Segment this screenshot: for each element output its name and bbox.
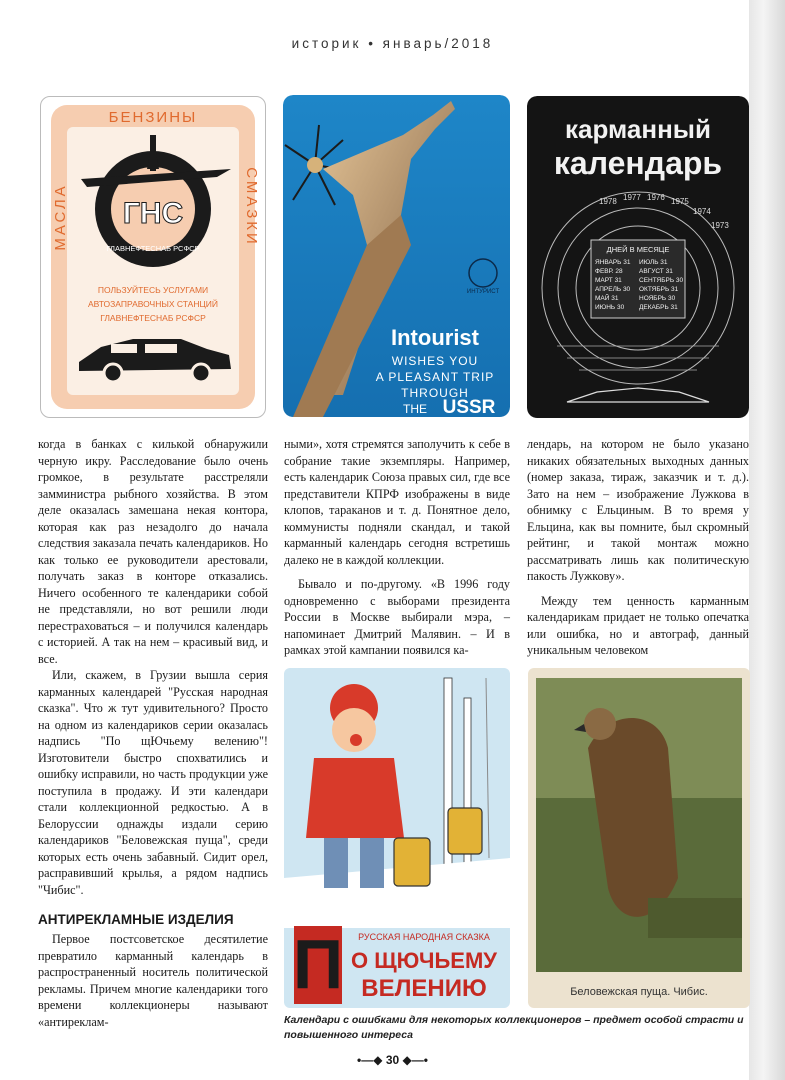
col2-paragraph-2: Бывало и по-другому. «В 1996 году одновременно с выборами президента России в Москве выбирали мэра, – напоминает Дмитрий Малявин. – И в рамках этой кампании появился ка-: [284, 577, 510, 657]
pocket-month-right: СЕНТЯБРЬ 30: [639, 277, 684, 284]
page-edge: [749, 0, 785, 1080]
page-number: [0, 1053, 785, 1067]
intourist-small-logo: ИНТУРИСТ: [466, 289, 500, 295]
pocket-days-label: ДНЕЙ В МЕСЯЦЕ: [606, 245, 670, 254]
gns-logo-ring: ГЛАВНЕФТЕСНАБ РСФСР: [106, 244, 200, 253]
gns-right-text: СМАЗКИ: [243, 167, 260, 247]
eagle-caption: Беловежская пуща. Чибис.: [570, 986, 708, 998]
pocket-month-right: ИЮЛЬ 31: [639, 259, 668, 266]
col3-paragraph-1: лендарь, на котором не было указано никаких обязательных выходных данных (номер заказа, тираж, заказчик и т. д.). Зато на нем – изображение Лужкова в обнимку с Ельциным. В то время у Ельцина, как вы помните, был скромный рейтинг, и такой монтаж можно рассматривать лишь как политическую пакость Лужкову».: [527, 437, 749, 583]
fairy-tale-big-letter: П: [292, 925, 344, 1003]
pocket-month-left: ФЕВР. 28: [595, 268, 623, 275]
pocket-calendar-card: [527, 96, 749, 418]
article-column-3: [527, 436, 749, 659]
gns-calendar-card: [40, 96, 266, 418]
gns-logo: ГНС: [122, 197, 184, 230]
intourist-brand: Intourist: [391, 325, 479, 350]
pocket-year-4: 1975: [671, 197, 689, 206]
gns-service-line-1: ПОЛЬЗУЙТЕСЬ УСЛУГАМИ: [97, 285, 209, 295]
fairy-tale-subtitle: РУССКАЯ НАРОДНАЯ СКАЗКА: [358, 932, 490, 942]
col2-paragraph-1: ными», хотя стремятся заполучить к себе в собрание такие экземпляры. Например, есть календарик Союза правых сил, где все представители КПРФ изображены в виде клопов, тараканов и т. д. Понятное дело, коммунисты подняли скандал, и такой карманный календарь сегодня встретишь далеко не в каждой коллекции.: [284, 437, 510, 567]
pocket-year-1: 1978: [599, 197, 617, 206]
pocket-year-5: 1974: [693, 207, 711, 216]
photo-caption: Календари с ошибками для некоторых коллекционеров – предмет особой страсти и повышенного интереса: [284, 1014, 744, 1041]
pocket-year-6: 1973: [711, 221, 729, 230]
pocket-month-left: АПРЕЛЬ 30: [595, 286, 631, 293]
pocket-year-3: 1976: [647, 193, 665, 202]
fairy-tale-calendar-card: [284, 668, 510, 1008]
col1-paragraph-3: Первое постсоветское десятилетие превратило карманный календарь в распространенный носитель политической рекламы. Причем многие календарики того времени коллекционеры называют «антиреклам-: [38, 932, 268, 1029]
intourist-line-3: THROUGH: [401, 386, 469, 400]
running-header: историк • январь/2018: [291, 36, 494, 51]
intourist-the: THE: [403, 402, 427, 416]
gns-service-line-2: АВТОЗАПРАВОЧНЫХ СТАНЦИЙ: [87, 299, 219, 309]
pocket-title-line1: карманный: [565, 114, 711, 144]
col3-paragraph-2: Между тем ценность карманным календарикам придает не только опечатка или ошибка, но и автограф, данный уникальным человеком: [527, 593, 749, 657]
article-column-2: [284, 436, 510, 659]
gns-top-text: БЕНЗИНЫ: [108, 109, 198, 126]
eagle-calendar-card: [528, 668, 750, 1008]
fairy-tale-title-line1: О ЩЮЧЬЕМУ: [351, 948, 497, 973]
intourist-line-1: WISHES YOU: [391, 354, 479, 368]
pocket-year-2: 1977: [623, 193, 641, 202]
pocket-month-left: ИЮНЬ 30: [595, 304, 625, 311]
page-number-value: 30: [385, 1053, 400, 1067]
pocket-month-left: ЯНВАРЬ 31: [595, 259, 631, 266]
fairy-tale-title-line2: ВЕЛЕНИЮ: [361, 975, 487, 1002]
section-heading: АНТИРЕКЛАМНЫЕ ИЗДЕЛИЯ: [38, 912, 234, 927]
pocket-month-right: ДЕКАБРЬ 31: [639, 304, 678, 311]
pocket-month-right: АВГУСТ 31: [639, 268, 673, 275]
page-ornament-left: •—◆: [357, 1053, 386, 1067]
intourist-calendar-card: [283, 95, 510, 417]
pocket-month-right: ОКТЯБРЬ 31: [639, 286, 679, 293]
gns-service-line-3: ГЛАВНЕФТЕСНАБ РСФСР: [100, 313, 206, 323]
pocket-month-left: МАЙ 31: [595, 295, 619, 302]
gns-left-text: МАСЛА: [52, 183, 69, 251]
page-ornament-right: ◆—•: [399, 1053, 428, 1067]
intourist-line-2: A PLEASANT TRIP: [375, 370, 495, 384]
pocket-month-right: НОЯБРЬ 30: [639, 295, 676, 302]
pocket-month-left: МАРТ 31: [595, 277, 622, 284]
intourist-ussr: USSR: [442, 397, 496, 417]
col1-paragraph-1: когда в банках с килькой обнаружили черную икру. Расследование было очень громкое, в результате расстреляли замминистра рыбного хозяйства. В этом деле оказалась замешана некая контора, которая как раз незадолго до начала следствия заказала печать календариков. Но как только ее руководители арестовали, получать заказ в конторе отказались. Ничего особенного те календарики собой не представляли, но вот решили люди перестраховаться – и получился календарь с историей. А так на нем – красивый вид, и все.: [38, 437, 268, 666]
pocket-title-line2: календарь: [553, 145, 723, 181]
col1-paragraph-2: Или, скажем, в Грузии вышла серия карманных календарей "Русская народная сказка". Что ж тут удивительного? Просто на одном из календариков серии оказалась надпись "По щЮчьему велению"! Изготовители быстро спохватились и ошибку исправили, но часть продукции уже поступила в продажу. И эти календари стали коллекционной редкостью. А в Белоруссии однажды издали серию календариков "Беловежская пуща", среди которых есть очень забавный. Сидит орел, расправивший крылья, а рядом надпись "Чибис".: [38, 668, 268, 897]
article-column-1: [38, 436, 268, 1030]
